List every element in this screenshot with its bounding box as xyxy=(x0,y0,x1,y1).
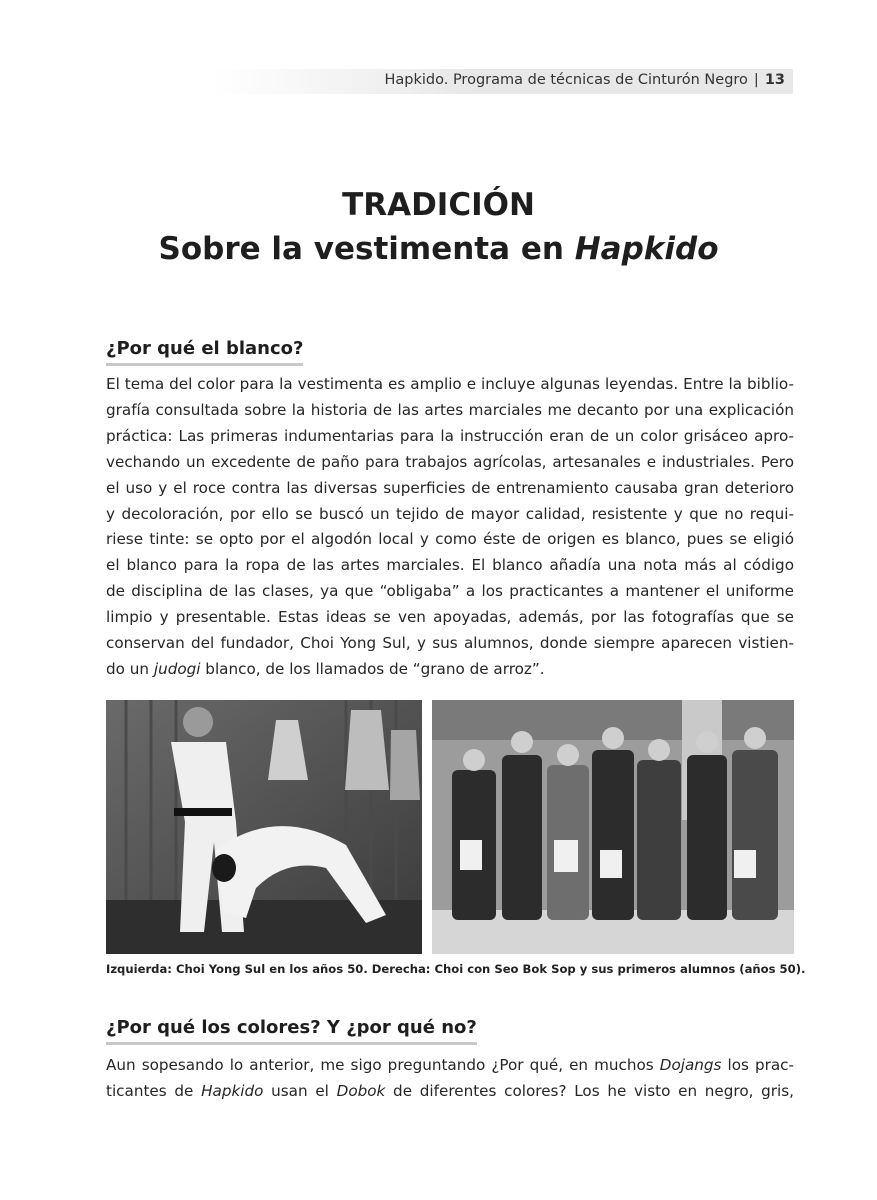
subtitle-italic: Hapkido xyxy=(574,231,719,267)
page-number: 13 xyxy=(764,72,785,88)
text-run: los prac- xyxy=(721,1056,794,1074)
chapter-subtitle xyxy=(0,227,877,271)
italic-term: Hapkido xyxy=(201,1081,264,1100)
photo-illustration xyxy=(432,700,794,954)
paragraph-line: de disciplina de las clases, ya que “obligaba” a los practicantes a mantener el uniforme xyxy=(106,582,794,601)
paragraph-last-line xyxy=(106,657,794,683)
paragraph-line: riese tinte: se opto por el algodón local y como éste de origen es blanco, pues se eligió xyxy=(106,530,794,549)
paragraph-line xyxy=(106,1079,794,1105)
text-run: usan el xyxy=(263,1081,337,1100)
paragraph-line: conservan del fundador, Choi Yong Sul, y sus alumnos, donde siempre aparecen vistien- xyxy=(106,634,794,653)
text-run: Aun sopesando lo anterior, me sigo preguntando ¿Por qué, en muchos xyxy=(106,1056,660,1074)
section2-body xyxy=(106,1053,794,1105)
paragraph-line: el blanco para la ropa de las artes marciales. El blanco añadía una nota más al código xyxy=(106,556,794,575)
photo-choi-with-students xyxy=(432,700,794,954)
paragraph-line: vechando un excedente de paño para trabajos agrícolas, artesanales e industriales. Pero xyxy=(106,452,794,471)
book-title: Hapkido. Programa de técnicas de Cinturón Negro xyxy=(384,72,748,88)
header-separator: | xyxy=(753,72,759,88)
paragraph-line: limpio y presentable. Estas ideas se ven apoyadas, además, por las fotografías que se xyxy=(106,608,794,627)
paragraph-line: grafía consultada sobre la historia de las artes marciales me decanto por una explicación xyxy=(106,400,794,419)
running-header-text xyxy=(384,72,785,88)
paragraph-line: y decoloración, por ello se buscó un tejido de mayor calidad, resistente y que no requi- xyxy=(106,504,794,523)
text-run: ticantes de xyxy=(106,1081,202,1100)
running-header xyxy=(212,69,793,94)
paragraph-line: práctica: Las primeras indumentarias para la instrucción eran de un color grisáceo apro- xyxy=(106,426,794,445)
italic-term: Dojangs xyxy=(659,1056,722,1074)
text-run: blanco, de los llamados de “grano de arroz”. xyxy=(200,659,545,678)
text-run: do un xyxy=(106,659,154,678)
italic-term: Dobok xyxy=(336,1081,386,1100)
photo-illustration xyxy=(106,700,422,954)
section1-body xyxy=(106,372,794,683)
paragraph-line: El tema del color para la vestimenta es amplio e incluye algunas leyendas. Entre la biblio- xyxy=(106,375,794,393)
text-run: de diferentes colores? Los he visto en negro, gris, xyxy=(385,1081,795,1100)
paragraph-line: el uso y el roce contra las diversas superficies de entrenamiento causaba gran deterioro xyxy=(106,478,794,497)
photo-caption: Izquierda: Choi Yong Sul en los años 50. Derecha: Choi con Seo Bok Sop y sus primeros alumnos (años 50). xyxy=(106,962,806,976)
section-heading-why-colors: ¿Por qué los colores? Y ¿por qué no? xyxy=(106,1017,477,1045)
italic-term: judogi xyxy=(153,659,201,678)
paragraph-line xyxy=(106,1053,794,1079)
photo-choi-yong-sul-training xyxy=(106,700,422,954)
chapter-title: TRADICIÓN xyxy=(342,187,535,223)
subtitle-text: Sobre la vestimenta en xyxy=(158,231,575,267)
section-heading-why-white: ¿Por qué el blanco? xyxy=(106,338,303,366)
